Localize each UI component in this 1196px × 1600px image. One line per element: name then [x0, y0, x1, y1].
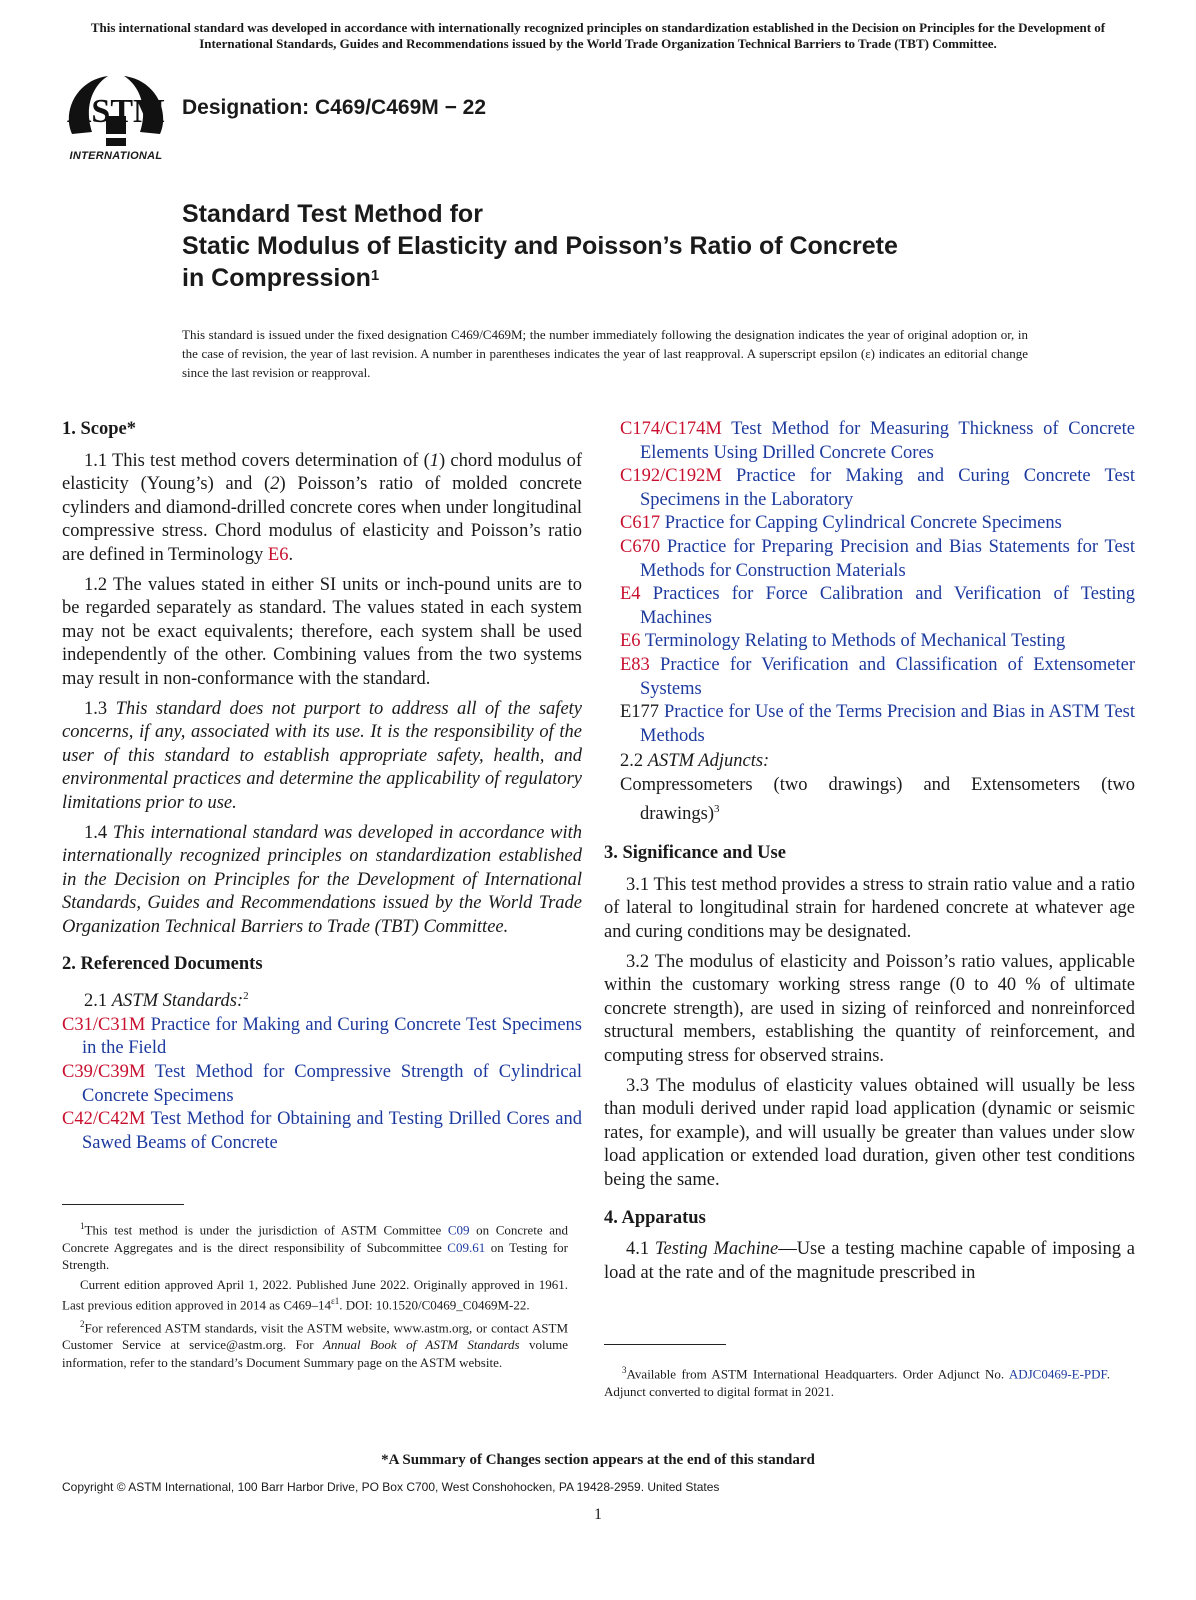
title-line-1: Standard Test Method for [182, 200, 483, 228]
ref-title: Test Method for Obtaining and Testing Drilled Cores and Sawed Beams of Concrete [82, 1109, 582, 1153]
scope-p1-c: ) Poisson’s ratio of molded concrete cylinders and diamond-drilled concrete cores when under longitudinal compressive stress. Chord modulus of elasticity and Poisson’s ratio are defined in Terminology [62, 474, 583, 565]
adjuncts-num: 2.2 [620, 751, 648, 772]
significance-para-3-3: 3.3 The modulus of elasticity values obtained will usually be less than moduli derived under rapid load application (dynamic or seismic rates, for example), and will usually be greater than values under slow load application or extended load duration, given other test conditions being the same. [604, 1075, 1135, 1190]
ref-code: C174/C174M [620, 419, 722, 439]
ref-code: E177 [620, 702, 660, 723]
scope-p3-num: 1.3 [84, 698, 116, 719]
footnote-1-mark: 1 [80, 1221, 85, 1231]
astm-standards-sub [62, 985, 582, 1014]
ref-title: Practice for Preparing Precision and Bias Statements for Test Methods for Construction Materials [640, 536, 1136, 581]
left-column [62, 418, 582, 1155]
footnote-3-mark: 3 [622, 1365, 627, 1375]
scope-p1-item1: 1 [429, 450, 440, 471]
scope-p1-item2: 2 [270, 474, 280, 495]
footnote-1-c: on Testing for Strength. [62, 1239, 568, 1273]
scope-p1-a: 1.1 This test method covers determination of ( [84, 450, 430, 471]
scope-p3-text: This standard does not purport to address all of the safety concerns, if any, associated with its use. It is the responsibility of the user of this standard to establish appropriate safety, health, and environmental practices and determine the applicability of regulatory limitations prior to use. [62, 698, 583, 813]
scope-p1-b: ) chord modulus of elasticity (Young’s) and ( [62, 450, 582, 495]
significance-heading: 3. Significance and Use [604, 843, 786, 864]
ref-item[interactable] [620, 465, 1135, 512]
footnotes-right [604, 1362, 1110, 1402]
footnote-1-a: This test method is under the jurisdiction of ASTM Committee [84, 1222, 448, 1238]
ref-code: C31/C31M [62, 1014, 146, 1035]
ref-item[interactable] [62, 1014, 582, 1061]
adjuncts-footnote-mark: 3 [713, 802, 720, 815]
ref-code: C42/C42M [62, 1109, 146, 1130]
ref-link-e6[interactable]: E6 [267, 544, 289, 565]
title-line-3 [182, 262, 1062, 294]
ref-title: Test Method for Measuring Thickness of Concrete Elements Using Drilled Concrete Cores [640, 419, 1135, 463]
footnotes-left [62, 1218, 568, 1373]
summary-of-changes-note: *A Summary of Changes section appears at the end of this standard [381, 1452, 815, 1468]
footnote-1-b: on Concrete and Concrete Aggregates and is the direct responsibility of Subcommittee [62, 1222, 568, 1255]
doi-text: . DOI: 10.1520/C0469_C0469M-22. [339, 1297, 530, 1313]
ref-title: Practice for Use of the Terms Precision and Bias in ASTM Test Methods [640, 702, 1136, 746]
edition-text: Current edition approved April 1, 2022. Published June 2022. Originally approved in 1961. Last previous edition approved in 2014 as C469–14 [62, 1276, 568, 1313]
ref-item[interactable] [620, 701, 1135, 748]
committee-link-c09[interactable]: C09 [447, 1222, 470, 1238]
footnote-rule-right [604, 1344, 726, 1345]
footnote-2-a: For referenced ASTM standards, visit the ASTM website, www.astm.org, or contact ASTM Customer Service at service@astm.org. For [62, 1320, 568, 1353]
footnote-1 [62, 1218, 568, 1274]
significance-para-3-1: 3.1 This test method provides a stress to strain ratio value and a ratio of lateral to longitudinal strain for hardened concrete at whatever age and curing conditions may be designated. [604, 874, 1135, 943]
scope-para-1-1 [62, 450, 582, 568]
ref-title: Practice for Capping Cylindrical Concrete Specimens [664, 513, 1062, 534]
astm-standards-num: 2.1 [84, 991, 112, 1012]
scope-p4-num: 1.4 [84, 822, 113, 843]
astm-standards-footnote-mark: 2 [243, 990, 249, 1003]
right-column [604, 418, 1136, 1291]
scope-p4-text: This international standard was developed in accordance with internationally recognized principles on standardization established in the Decision on Principles for the Development of International Standards, Guides and Recommendations issued by the World Trade Organization Technical Barriers to Trade (TBT) Committee. [62, 822, 583, 937]
ref-title: Practice for Making and Curing Concrete Test Specimens in the Field [82, 1014, 583, 1059]
document-title [182, 198, 1062, 294]
logo-org-text: INTERNATIONAL [69, 150, 163, 162]
apparatus-para-4-1 [604, 1238, 1135, 1285]
left-ref-list [62, 1014, 582, 1156]
title-line-2: Static Modulus of Elasticity and Poisson’s Ratio of Concrete [182, 232, 898, 260]
footnote-2-mark: 2 [80, 1318, 85, 1329]
footnote-rule-left [62, 1204, 184, 1205]
ref-title: Practices for Force Calibration and Verification of Testing Machines [640, 584, 1135, 628]
adjunct-link[interactable]: ADJC0469-E-PDF [1008, 1366, 1107, 1382]
adjuncts-sub [620, 750, 1135, 774]
ref-code: C670 [620, 536, 661, 557]
ref-code: E83 [620, 654, 650, 675]
refdocs-heading: 2. Referenced Documents [62, 954, 263, 975]
ref-item[interactable] [620, 536, 1135, 583]
title-footnote-mark: 1 [370, 267, 380, 284]
scope-para-1-3 [62, 698, 582, 816]
significance-para-3-2: 3.2 The modulus of elasticity and Poisson’s ratio values, applicable within the customary working stress range (0 to 40 % of ultimate concrete strength), are used in sizing of reinforced and nonreinforced structural members, establishing the quantity of reinforcement, and computing stress for observed strains. [604, 951, 1135, 1066]
ref-title: Test Method for Compressive Strength of Cylindrical Concrete Specimens [82, 1062, 582, 1106]
adjuncts-item [620, 774, 1135, 826]
designation: Designation: C469/C469M − 22 [182, 96, 487, 119]
apparatus-p1-num: 4.1 [626, 1239, 655, 1260]
ref-item[interactable] [620, 654, 1135, 701]
scope-p1-end: . [288, 544, 294, 565]
ref-title: Practice for Verification and Classification of Extensometer Systems [640, 654, 1136, 699]
ref-item[interactable] [62, 1108, 582, 1155]
right-ref-list [620, 418, 1135, 748]
ref-code: E6 [620, 631, 641, 652]
ref-item[interactable] [620, 630, 1135, 654]
footnote-3-a: Available from ASTM International Headquarters. Order Adjunct No. [626, 1366, 1009, 1382]
ref-code: C617 [620, 513, 661, 534]
astm-logo [62, 72, 170, 166]
apparatus-heading: 4. Apparatus [604, 1207, 706, 1228]
wto-notice: This international standard was developed in accordance with internationally recognized principles on standardization established in the Decision on Principles for the Development of International Standards, Guides and Recommendations issued by the World Trade Organization Technical Barriers to Trade (TBT) Committee. [90, 20, 1106, 51]
issue-note: This standard is issued under the fixed designation C469/C469M; the number immediately following the designation indicates the year of original adoption or, in the case of revision, the year of last revision. A number in parentheses indicates the year of last reapproval. A superscript epsilon (ε) indicates an editorial change since the last revision or reapproval. [182, 327, 1028, 380]
footnote-1-edition [62, 1276, 568, 1314]
footnote-2 [62, 1316, 568, 1372]
title-line-3-text: in Compression [182, 264, 371, 292]
ref-item[interactable] [620, 418, 1135, 465]
subcommittee-link-c09-61[interactable]: C09.61 [447, 1239, 486, 1255]
footnote-2-b: volume information, refer to the standard’s Document Summary page on the ASTM website. [62, 1337, 569, 1370]
footnote-3-b: . Adjunct converted to digital format in 2021. [604, 1366, 1110, 1399]
apparatus-p1-term: Testing Machine [654, 1239, 779, 1260]
ref-title: Practice for Making and Curing Concrete Test Specimens in the Laboratory [640, 466, 1135, 510]
ref-title: Terminology Relating to Methods of Mechanical Testing [644, 631, 1066, 652]
copyright: Copyright © ASTM International, 100 Barr Harbor Drive, PO Box C700, West Conshohocken, PA 19428-2959. United States [62, 1480, 720, 1494]
ref-item[interactable] [620, 512, 1135, 536]
footnote-3 [604, 1362, 1110, 1400]
logo-mark-text: ASTM [66, 93, 166, 130]
epsilon-mark: ε1 [331, 1295, 340, 1306]
page-number: 1 [594, 1506, 602, 1523]
astm-logo-mark [62, 72, 170, 150]
apparatus-p1-text: —Use a testing machine capable of imposing a load at the rate and of the magnitude prescribed in [604, 1239, 1136, 1283]
ref-code: C192/C192M [620, 466, 722, 487]
significance-body [604, 874, 1135, 1286]
astm-standards-label: ASTM Standards: [111, 991, 244, 1012]
scope-heading: 1. Scope* [62, 419, 136, 439]
scope-para-1-2: 1.2 The values stated in either SI units or inch-pound units are to be regarded separately as standard. The values stated in each system may not be exact equivalents; therefore, each system shall be used independently of the other. Combining values from the two systems may result in non-conformance with the standard. [62, 574, 582, 689]
ref-code: E4 [620, 584, 641, 605]
adjuncts-item-text: Compressometers (two drawings) and Extensometers (two drawings) [620, 774, 1135, 824]
scope-para-1-4 [62, 822, 582, 940]
ref-item[interactable] [620, 583, 1135, 630]
ref-item[interactable] [62, 1061, 582, 1108]
adjuncts-label: ASTM Adjuncts: [647, 751, 770, 772]
ref-code: C39/C39M [62, 1062, 146, 1082]
footnote-2-italic: Annual Book of ASTM Standards [323, 1337, 520, 1353]
